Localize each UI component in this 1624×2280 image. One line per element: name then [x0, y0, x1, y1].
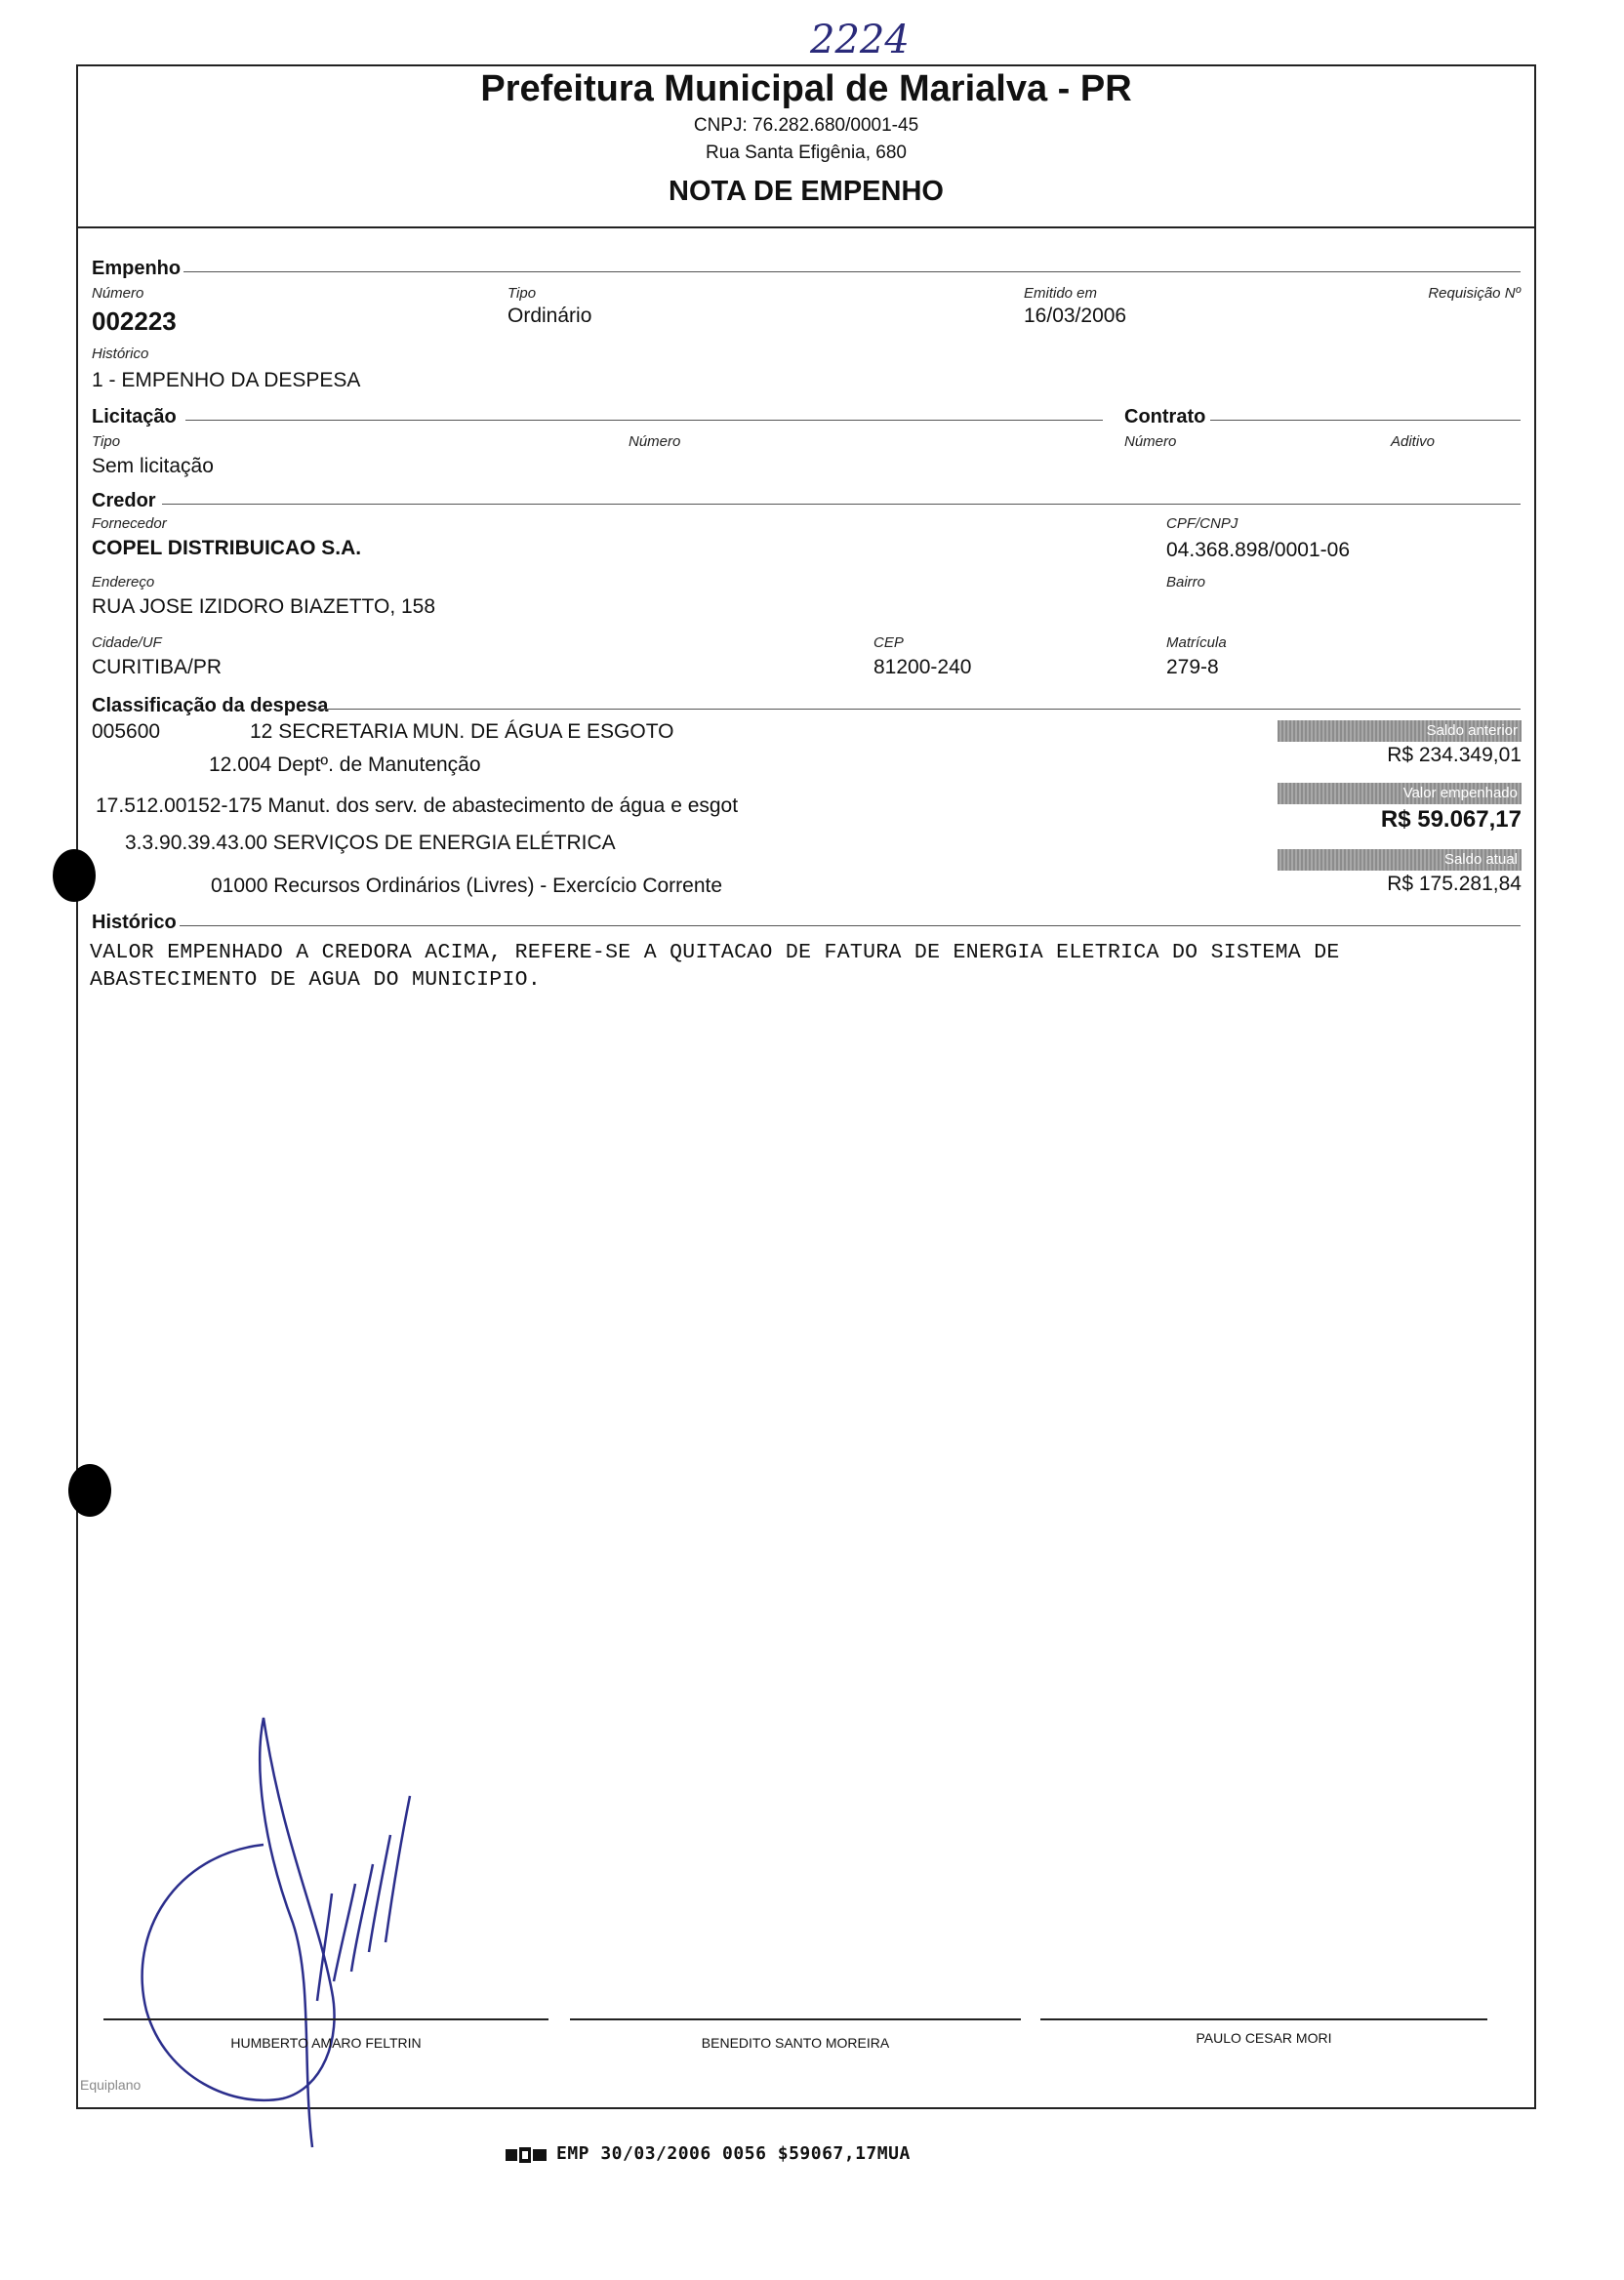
endereco-value: RUA JOSE IZIDORO BIAZETTO, 158 — [92, 595, 436, 618]
empenho-historico-label: Histórico — [92, 346, 149, 362]
historico-rule — [180, 925, 1521, 926]
licitacao-section-label: Licitação — [92, 406, 177, 428]
valor-empenhado-label: Valor empenhado — [1278, 783, 1522, 804]
cep-value: 81200-240 — [873, 656, 972, 678]
document-title: NOTA DE EMPENHO — [669, 176, 944, 207]
empenho-historico: 1 - EMPENHO DA DESPESA — [92, 369, 361, 391]
licitacao-numero-label: Número — [629, 433, 681, 450]
saldo-anterior-value: R$ 234.349,01 — [1387, 744, 1522, 766]
cep-label: CEP — [873, 634, 904, 651]
credor-rule — [162, 504, 1521, 505]
header-separator — [76, 226, 1536, 228]
cnpj-line: CNPJ: 76.282.680/0001-45 — [693, 115, 919, 136]
cidade-label: Cidade/UF — [92, 634, 162, 651]
municipality-title: Prefeitura Municipal de Marialva - PR — [480, 68, 1132, 109]
funcional-line: 17.512.00152-175 Manut. dos serv. de abastecimento de água e esgot — [96, 794, 739, 817]
contrato-section-label: Contrato — [1124, 406, 1206, 428]
signature-line-3 — [1040, 2018, 1487, 2020]
contrato-aditivo-label: Aditivo — [1391, 433, 1436, 450]
fornecedor-label: Fornecedor — [92, 515, 167, 532]
orgao-code: 005600 — [92, 720, 161, 743]
historico-line-1: VALOR EMPENHADO A CREDORA ACIMA, REFERE-SE A QUITACAO DE FATURA DE ENERGIA ELETRICA DO SISTEMA DE — [90, 941, 1340, 964]
unidade-line: 12.004 Deptº. de Manutenção — [209, 753, 481, 776]
matricula-value: 279-8 — [1166, 656, 1219, 678]
binder-hole-bottom — [68, 1464, 111, 1517]
licitacao-tipo: Sem licitação — [92, 455, 214, 477]
matricula-label: Matrícula — [1166, 634, 1227, 651]
licitacao-rule — [185, 420, 1103, 421]
classificacao-rule — [314, 709, 1521, 710]
signature-line-1 — [103, 2018, 548, 2020]
saldo-atual-label: Saldo atual — [1278, 849, 1522, 871]
licitacao-tipo-label: Tipo — [92, 433, 121, 450]
empenho-numero: 002223 — [92, 306, 177, 336]
elemento-line: 3.3.90.39.43.00 SERVIÇOS DE ENERGIA ELÉTRICA — [125, 832, 616, 854]
address-line: Rua Santa Efigênia, 680 — [706, 142, 907, 163]
fornecedor-name: COPEL DISTRIBUICAO S.A. — [92, 537, 362, 559]
saldo-anterior-label: Saldo anterior — [1278, 720, 1522, 742]
signature-name-3: PAULO CESAR MORI — [1196, 2030, 1332, 2046]
historico-section-label: Histórico — [92, 912, 177, 933]
contrato-numero-label: Número — [1124, 433, 1177, 450]
classificacao-section-label: Classificação da despesa — [92, 695, 329, 716]
handwritten-page-number: 2224 — [810, 18, 910, 62]
stamp-logo-icon — [506, 2145, 548, 2165]
cidade-value: CURITIBA/PR — [92, 656, 223, 678]
credor-section-label: Credor — [92, 490, 156, 511]
emitido-label: Emitido em — [1024, 285, 1098, 302]
recurso-line: 01000 Recursos Ordinários (Livres) - Exercício Corrente — [211, 875, 723, 897]
footer-brand: Equiplano — [80, 2077, 142, 2093]
orgao-desc: 12 SECRETARIA MUN. DE ÁGUA E ESGOTO — [250, 720, 674, 743]
handwritten-signature — [117, 1523, 449, 2157]
requisicao-label: Requisição Nº — [1428, 285, 1521, 302]
empenho-numero-label: Número — [92, 285, 144, 302]
empenho-tipo-label: Tipo — [508, 285, 537, 302]
signature-line-2 — [570, 2018, 1021, 2020]
empenho-rule — [183, 271, 1521, 272]
historico-line-2: ABASTECIMENTO DE AGUA DO MUNICIPIO. — [90, 968, 542, 992]
cpf-value: 04.368.898/0001-06 — [1166, 539, 1351, 561]
valor-empenhado-value: R$ 59.067,17 — [1380, 806, 1522, 833]
empenho-section-label: Empenho — [92, 258, 182, 279]
binder-hole-top — [53, 849, 96, 902]
empenho-tipo: Ordinário — [508, 305, 592, 327]
bairro-label: Bairro — [1166, 574, 1206, 590]
cpf-label: CPF/CNPJ — [1166, 515, 1238, 532]
endereco-label: Endereço — [92, 574, 155, 590]
payment-stamp: EMP 30/03/2006 0056 $59067,17MUA — [556, 2143, 911, 2164]
signature-name-1: HUMBERTO AMARO FELTRIN — [230, 2035, 422, 2051]
contrato-rule — [1210, 420, 1521, 421]
saldo-atual-value: R$ 175.281,84 — [1387, 873, 1522, 895]
emitido-date: 16/03/2006 — [1024, 305, 1127, 327]
signature-name-2: BENEDITO SANTO MOREIRA — [701, 2035, 890, 2051]
